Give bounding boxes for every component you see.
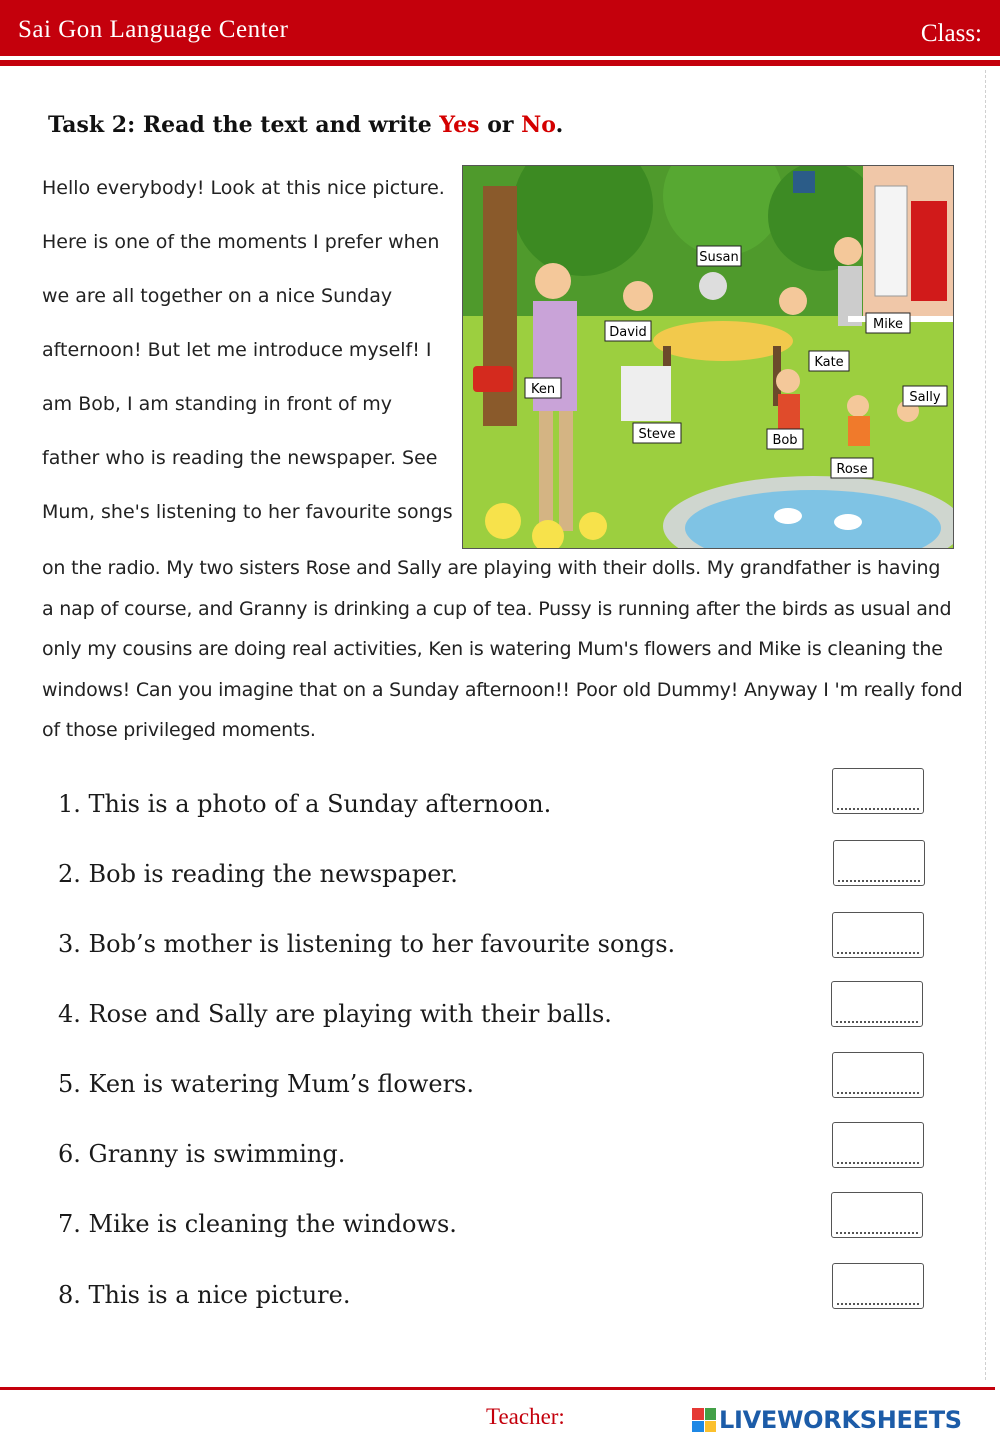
reading-line: Mum, she's listening to her favourite songs bbox=[42, 501, 453, 523]
label-mike bbox=[866, 313, 910, 333]
header-divider bbox=[0, 60, 1000, 66]
svg-text:Kate: Kate bbox=[814, 355, 844, 370]
reading-line: father who is reading the newspaper. See bbox=[42, 447, 438, 469]
label-susan bbox=[697, 246, 741, 266]
reading-line: Hello everybody! Look at this nice picture. bbox=[42, 177, 445, 199]
svg-text:David: David bbox=[609, 325, 647, 340]
question-7: 7. Mike is cleaning the windows. bbox=[58, 1210, 457, 1238]
answer-box-8[interactable] bbox=[832, 1263, 924, 1309]
task-title-yes: Yes bbox=[439, 112, 480, 138]
page-edge-divider bbox=[984, 70, 986, 1380]
reading-line: we are all together on a nice Sunday bbox=[42, 285, 393, 307]
question-1: 1. This is a photo of a Sunday afternoon. bbox=[58, 790, 552, 818]
class-label: Class: bbox=[920, 20, 982, 47]
reading-line: am Bob, I am standing in front of my bbox=[42, 393, 393, 415]
svg-text:Rose: Rose bbox=[836, 462, 868, 477]
task-title-prefix: Task 2: Read the text and write bbox=[48, 112, 440, 138]
reading-line: afternoon! But let me introduce myself! I bbox=[42, 339, 432, 361]
task-title-suffix: . bbox=[555, 112, 564, 138]
liveworksheets-logo bbox=[692, 1403, 962, 1437]
question-4: 4. Rose and Sally are playing with their balls. bbox=[58, 1000, 612, 1028]
svg-text:Steve: Steve bbox=[638, 427, 676, 442]
teacher-label: Teacher: bbox=[486, 1404, 565, 1429]
reading-line: a nap of course, and Granny is drinking a cup of tea. Pussy is running after the birds as usual and bbox=[42, 597, 952, 620]
svg-text:Bob: Bob bbox=[772, 433, 798, 448]
label-ken bbox=[525, 378, 561, 398]
label-david bbox=[605, 321, 651, 341]
liveworksheets-logo-icon bbox=[692, 1408, 716, 1432]
label-rose bbox=[831, 458, 873, 478]
header-bar bbox=[0, 0, 1000, 56]
label-kate bbox=[809, 351, 849, 371]
answer-box-1[interactable] bbox=[832, 768, 924, 814]
question-3: 3. Bob’s mother is listening to her favourite songs. bbox=[58, 930, 676, 958]
question-6: 6. Granny is swimming. bbox=[58, 1140, 346, 1168]
reading-line: of those privileged moments. bbox=[42, 719, 316, 741]
answer-box-3[interactable] bbox=[832, 912, 924, 958]
label-bob bbox=[767, 429, 803, 449]
question-2: 2. Bob is reading the newspaper. bbox=[58, 860, 458, 888]
svg-text:Susan: Susan bbox=[699, 250, 739, 265]
answer-box-5[interactable] bbox=[832, 1052, 924, 1098]
answer-box-6[interactable] bbox=[832, 1122, 924, 1168]
center-name: Sai Gon Language Center bbox=[18, 16, 289, 43]
svg-text:Sally: Sally bbox=[909, 390, 941, 405]
reading-text-side bbox=[42, 170, 452, 548]
label-sally bbox=[903, 386, 947, 406]
logo-text: LIVEWORKSHEETS bbox=[719, 1406, 962, 1434]
footer-divider bbox=[0, 1387, 995, 1390]
garden-scene-svg bbox=[463, 166, 953, 548]
task-title bbox=[48, 112, 563, 138]
task-title-no: No bbox=[521, 112, 556, 138]
reading-line: only my cousins are doing real activities, Ken is watering Mum's flowers and Mike is cleaning the bbox=[42, 638, 943, 660]
reading-line: windows! Can you imagine that on a Sunday afternoon!! Poor old Dummy! Anyway I 'm really fond bbox=[42, 678, 963, 701]
reading-line: on the radio. My two sisters Rose and Sally are playing with their dolls. My grandfather is having bbox=[42, 557, 941, 579]
svg-text:Mike: Mike bbox=[873, 317, 903, 332]
label-steve bbox=[633, 423, 681, 443]
answer-box-7[interactable] bbox=[831, 1192, 923, 1238]
answer-box-4[interactable] bbox=[831, 981, 923, 1027]
reading-line: Here is one of the moments I prefer when bbox=[42, 231, 440, 253]
svg-text:Ken: Ken bbox=[530, 382, 556, 397]
answer-box-2[interactable] bbox=[833, 840, 925, 886]
question-5: 5. Ken is watering Mum’s flowers. bbox=[58, 1070, 475, 1098]
question-8: 8. This is a nice picture. bbox=[58, 1281, 351, 1309]
reading-text-full bbox=[42, 550, 963, 753]
task-title-middle: or bbox=[479, 112, 522, 138]
family-garden-illustration bbox=[462, 165, 954, 549]
